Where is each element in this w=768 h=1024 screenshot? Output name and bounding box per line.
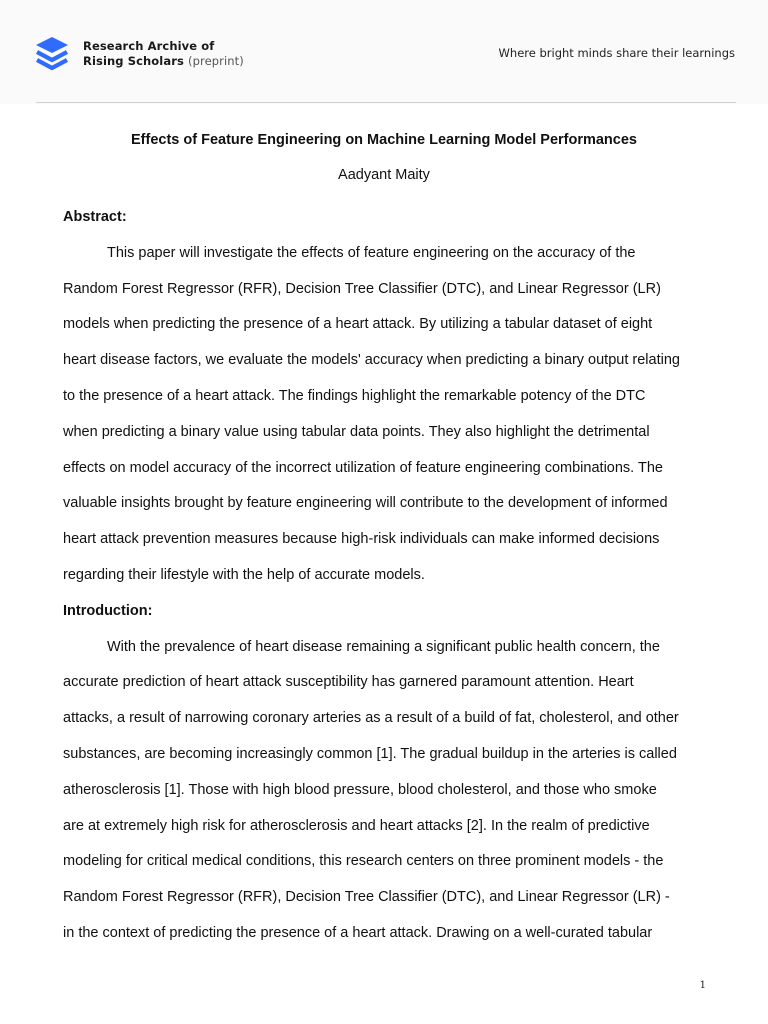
abstract-line: to the presence of a heart attack. The findings highlight the remarkable potency of the DTC — [63, 387, 646, 404]
brand-suffix: (preprint) — [188, 54, 244, 68]
introduction-heading: Introduction: — [63, 602, 153, 619]
page-header — [0, 0, 768, 104]
introduction-line: atherosclerosis [1]. Those with high blood pressure, blood cholesterol, and those who smoke — [63, 781, 657, 798]
abstract-paragraph — [63, 236, 708, 594]
header-divider — [36, 102, 736, 103]
abstract-line: effects on model accuracy of the incorrect utilization of feature engineering combinations. The — [63, 459, 663, 476]
introduction-paragraph — [63, 630, 708, 952]
abstract-heading: Abstract: — [63, 209, 127, 225]
tagline: Where bright minds share their learnings — [498, 46, 735, 60]
introduction-line: are at extremely high risk for atherosclerosis and heart attacks [2]. In the realm of predictive — [63, 817, 650, 834]
paper-body — [63, 200, 708, 952]
introduction-line: accurate prediction of heart attack susceptibility has garnered paramount attention. Heart — [63, 674, 634, 691]
abstract-line: Random Forest Regressor (RFR), Decision Tree Classifier (DTC), and Linear Regressor (LR) — [63, 280, 661, 297]
abstract-line: heart disease factors, we evaluate the models' accuracy when predicting a binary output relating — [63, 352, 680, 369]
paper-title: Effects of Feature Engineering on Machine Learning Model Performances — [131, 132, 637, 148]
introduction-line: Random Forest Regressor (RFR), Decision Tree Classifier (DTC), and Linear Regressor (LR) - — [63, 889, 670, 906]
abstract-line: regarding their lifestyle with the help of accurate models. — [63, 566, 425, 583]
brand-line-1: Research Archive of — [83, 39, 215, 53]
abstract-line: heart attack prevention measures because high-risk individuals can make informed decisions — [63, 531, 660, 548]
paper-author: Aadyant Maity — [338, 167, 430, 183]
introduction-line: in the context of predicting the presence of a heart attack. Drawing on a well-curated tabular — [63, 924, 653, 941]
brand-name-main: Rising Scholars — [83, 54, 184, 68]
introduction-line: modeling for critical medical conditions, this research centers on three prominent models - the — [63, 853, 664, 870]
abstract-line: when predicting a binary value using tabular data points. They also highlight the detrimental — [63, 423, 650, 440]
brand-name — [83, 39, 244, 69]
page-number: 1 — [699, 980, 706, 991]
abstract-line: models when predicting the presence of a heart attack. By utilizing a tabular dataset of eight — [63, 316, 653, 333]
introduction-line: substances, are becoming increasingly common [1]. The gradual buildup in the arteries is called — [63, 745, 677, 762]
introduction-line: attacks, a result of narrowing coronary arteries as a result of a build of fat, cholesterol, and other — [63, 710, 679, 727]
introduction-line: With the prevalence of heart disease remaining a significant public health concern, the — [107, 638, 660, 655]
abstract-line: valuable insights brought by feature engineering will contribute to the development of informed — [63, 495, 668, 512]
stacked-layers-icon — [34, 36, 70, 72]
brand-line-2 — [83, 54, 244, 69]
abstract-line: This paper will investigate the effects of feature engineering on the accuracy of the — [107, 244, 636, 261]
